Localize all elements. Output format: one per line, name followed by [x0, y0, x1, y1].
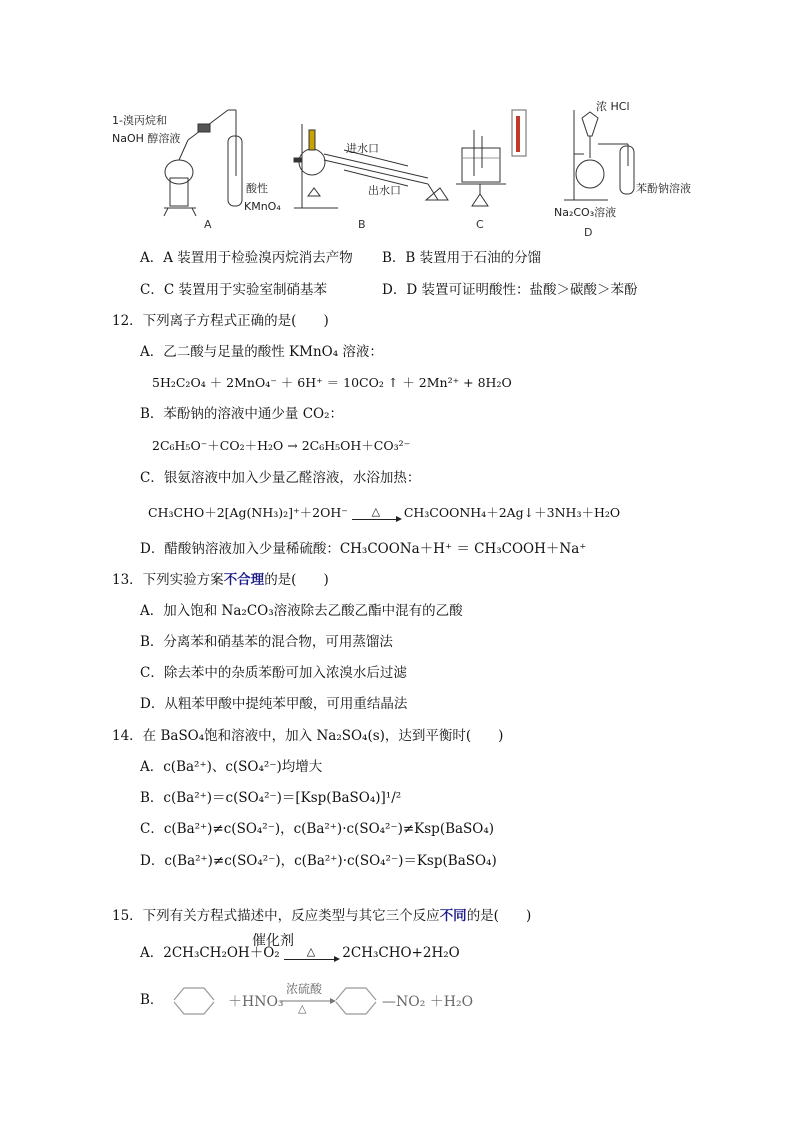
q14-option-d: D．c(Ba²⁺)≠c(SO₄²⁻)，c(Ba²⁺)·c(SO₄²⁻)＝Ksp(BaSO₄)	[140, 853, 497, 869]
q15-a-condition: △	[306, 945, 316, 958]
q14-option-a: A．c(Ba²⁺)、c(SO₄²⁻)均增大	[140, 759, 323, 775]
fig-letter-d: D	[584, 226, 593, 239]
fig-b-out-label: 出水口	[368, 184, 401, 197]
q12-eq-c-arrow	[352, 507, 400, 520]
q11-option-d: D．D 装置可证明酸性：盐酸＞碳酸＞苯酚	[382, 282, 638, 298]
q15-b-right: —NO₂ ＋H₂O	[382, 994, 474, 1010]
fig-a-label-line1: 1-溴丙烷和	[112, 114, 167, 127]
q12-option-a: A．乙二酸与足量的酸性 KMnO₄ 溶液：	[140, 344, 383, 360]
q15-b-condition: △	[298, 1002, 307, 1015]
fig-letter-c: C	[476, 218, 484, 231]
q15-stem-post: 的是( )	[466, 908, 532, 924]
q15-stem-pre: 15．下列有关方程式描述中，反应类型与其它三个反应	[112, 908, 440, 924]
benzene-ring-left	[174, 988, 214, 1014]
fig-d-bottom-label: Na₂CO₃溶液	[554, 206, 617, 219]
apparatus-drawing	[108, 96, 708, 241]
q12-eq-c-right: CH₃COONH₄＋2Ag↓＋3NH₃＋H₂O	[403, 505, 621, 520]
q15-stem-emphasis: 不同	[439, 908, 467, 924]
fig-d-right-label: 苯酚钠溶液	[636, 182, 691, 195]
q14-option-c: C．c(Ba²⁺)≠c(SO₄²⁻)，c(Ba²⁺)·c(SO₄²⁻)≠Ksp(BaSO₄)	[140, 821, 495, 837]
q15-a-right: 2CH₃CHO+2H₂O	[342, 945, 460, 961]
q15-a-left: A．2CH₃CH₂OH＋O₂	[140, 945, 280, 961]
q13-option-b: B．分离苯和硝基苯的混合物，可用蒸馏法	[140, 634, 393, 650]
q15-option-a	[140, 944, 460, 962]
q12-eq-c-condition: △	[371, 505, 381, 518]
q12-equation-b: 2C₆H₅O⁻＋CO₂＋H₂O → 2C₆H₅OH＋CO₃²⁻	[152, 438, 411, 453]
fig-letter-b: B	[358, 218, 366, 231]
fig-letter-a: A	[204, 218, 212, 231]
q12-equation-c	[148, 504, 620, 522]
q13-stem-pre: 13．下列实验方案	[112, 572, 224, 588]
apparatus-figure	[108, 96, 708, 241]
q13-stem	[112, 571, 329, 589]
fig-a-label-line2: NaOH 醇溶液	[112, 132, 181, 145]
q11-option-c: C．C 装置用于实验室制硝基苯	[140, 282, 327, 298]
fig-a-right-line1: 酸性	[246, 182, 268, 195]
apparatus-d	[564, 110, 634, 200]
q13-stem-post: 的是( )	[264, 572, 329, 588]
q15-b-mid: ＋HNO₃	[228, 994, 284, 1010]
q14-stem: 14．在 BaSO₄饱和溶液中，加入 Na₂SO₄(s)，达到平衡时( )	[112, 728, 504, 744]
q11-option-b: B．B 装置用于石油的分馏	[382, 250, 542, 266]
fig-b-in-label: 进水口	[346, 142, 379, 155]
fig-d-top-label: 浓 HCl	[596, 100, 630, 113]
fig-a-right-line2: KMnO₄	[244, 200, 281, 213]
q14-option-b: B．c(Ba²⁺)＝c(SO₄²⁻)＝[Ksp(BaSO₄)]¹/²	[140, 790, 402, 806]
apparatus-c	[456, 110, 526, 206]
q12-option-c: C．银氨溶液中加入少量乙醛溶液，水浴加热：	[140, 470, 421, 486]
q13-option-a: A．加入饱和 Na₂CO₃溶液除去乙酸乙酯中混有的乙酸	[140, 603, 463, 619]
q15-b-condition-top: 浓硫酸	[286, 982, 323, 996]
q12-option-d: D．醋酸钠溶液加入少量稀硫酸：CH₃COONa＋H⁺ ＝ CH₃COOH＋Na⁺	[140, 541, 587, 557]
q13-stem-emphasis: 不合理	[223, 572, 265, 588]
q15-option-b-label: B．	[140, 992, 164, 1008]
q15-stem	[112, 907, 531, 925]
apparatus-a	[164, 110, 242, 216]
q12-option-b: B．苯酚钠的溶液中通少量 CO₂：	[140, 406, 344, 422]
q13-option-c: C．除去苯中的杂质苯酚可加入浓溴水后过滤	[140, 665, 407, 681]
q13-option-d: D．从粗苯甲酸中提纯苯甲酸，可用重结晶法	[140, 696, 408, 712]
q11-option-a: A．A 装置用于检验溴丙烷消去产物	[140, 250, 353, 266]
benzene-ring-right	[336, 988, 376, 1014]
q12-equation-a: 5H₂C₂O₄ ＋ 2MnO₄⁻ ＋ 6H⁺ ＝ 10CO₂ ↑ ＋ 2Mn²⁺ + 8H₂O	[152, 375, 512, 390]
q12-eq-c-left: CH₃CHO＋2[Ag(NH₃)₂]⁺＋2OH⁻	[148, 505, 348, 520]
q15-option-b-reaction	[170, 982, 490, 1016]
q15-a-catalyst-label: 催化剂	[252, 933, 294, 949]
q12-stem: 12．下列离子方程式正确的是( )	[112, 313, 329, 329]
